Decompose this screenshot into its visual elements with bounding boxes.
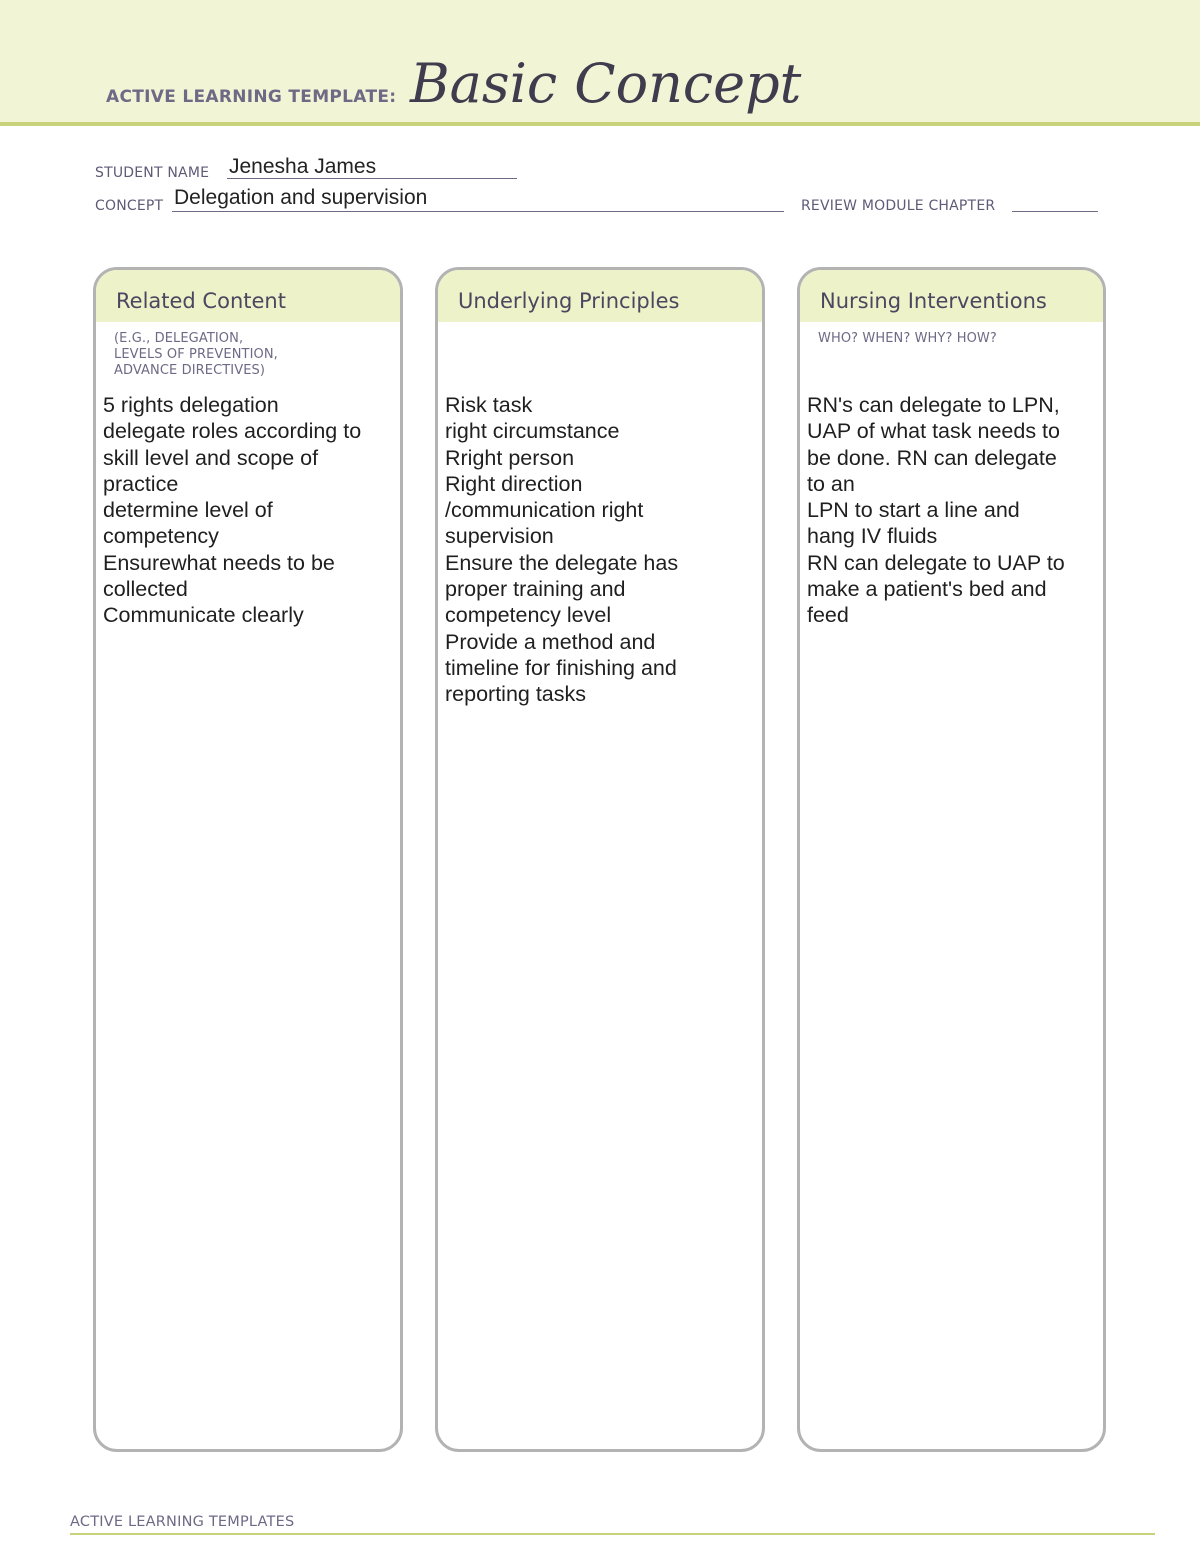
text-line: supervision [445,524,554,549]
text-line: Provide a method and [445,629,656,654]
text-line: reporting tasks [445,682,587,707]
underlying-principles-text[interactable] [445,392,754,708]
footer-divider [70,1533,1155,1535]
text-line: /communication right [445,498,644,523]
hint-line: (E.G., DELEGATION, [114,331,244,346]
underlying-principles-title: Underlying Principles [458,289,680,313]
hint-line: WHO? WHEN? WHY? HOW? [818,331,997,346]
text-line: RN can delegate to UAP to [807,550,1065,575]
student-name-field[interactable]: Jenesha James [229,155,377,178]
text-line: RN's can delegate to LPN, [807,393,1060,417]
text-line: Communicate clearly [103,603,304,628]
text-line: Ensure the delegate has [445,550,679,575]
text-line: Ensurewhat needs to be [103,550,335,575]
text-line: collected [103,577,188,602]
text-line: Risk task [445,393,533,417]
text-line: Rright person [445,445,575,470]
nursing-interventions-title: Nursing Interventions [820,289,1047,313]
related-content-text[interactable] [103,392,392,629]
text-line: determine level of [103,498,273,523]
text-line: feed [807,603,849,628]
related-content-header [96,270,400,322]
related-content-title: Related Content [116,289,286,313]
hint-line: ADVANCE DIRECTIVES) [114,363,266,378]
footer-label: ACTIVE LEARNING TEMPLATES [70,1514,295,1530]
text-line: UAP of what task needs to [807,419,1060,444]
nursing-interventions-header [800,270,1103,322]
text-line: Right direction [445,471,583,496]
concept-label: CONCEPT [95,198,164,214]
text-line: LPN to start a line and [807,498,1020,523]
text-line: proper training and [445,577,626,602]
text-line: be done. RN can delegate [807,445,1057,470]
text-line: 5 rights delegation [103,393,279,417]
text-line: competency [103,524,219,549]
nursing-interventions-hint [818,331,997,347]
nursing-interventions-text[interactable] [807,392,1095,629]
concept-line [172,211,784,212]
related-content-panel [93,267,403,1452]
text-line: practice [103,471,179,496]
text-line: right circumstance [445,419,620,444]
text-line: skill level and scope of [103,445,319,470]
underlying-principles-header [438,270,762,322]
text-line: delegate roles according to [103,419,362,444]
review-module-line [1012,211,1098,212]
text-line: timeline for finishing and [445,655,677,680]
related-content-hint [114,331,278,379]
text-line: make a patient's bed and [807,577,1047,602]
review-module-label: REVIEW MODULE CHAPTER [801,198,996,214]
text-line: hang IV fluids [807,524,938,549]
template-label: ACTIVE LEARNING TEMPLATE: [106,87,397,107]
underlying-principles-panel [435,267,765,1452]
text-line: competency level [445,603,612,628]
nursing-interventions-panel [797,267,1106,1452]
hint-line: LEVELS OF PREVENTION, [114,347,278,362]
header-divider [0,122,1200,126]
student-name-label: STUDENT NAME [95,165,210,181]
text-line: to an [807,471,855,496]
concept-field[interactable]: Delegation and supervision [174,186,428,209]
template-title: Basic Concept [410,52,802,115]
